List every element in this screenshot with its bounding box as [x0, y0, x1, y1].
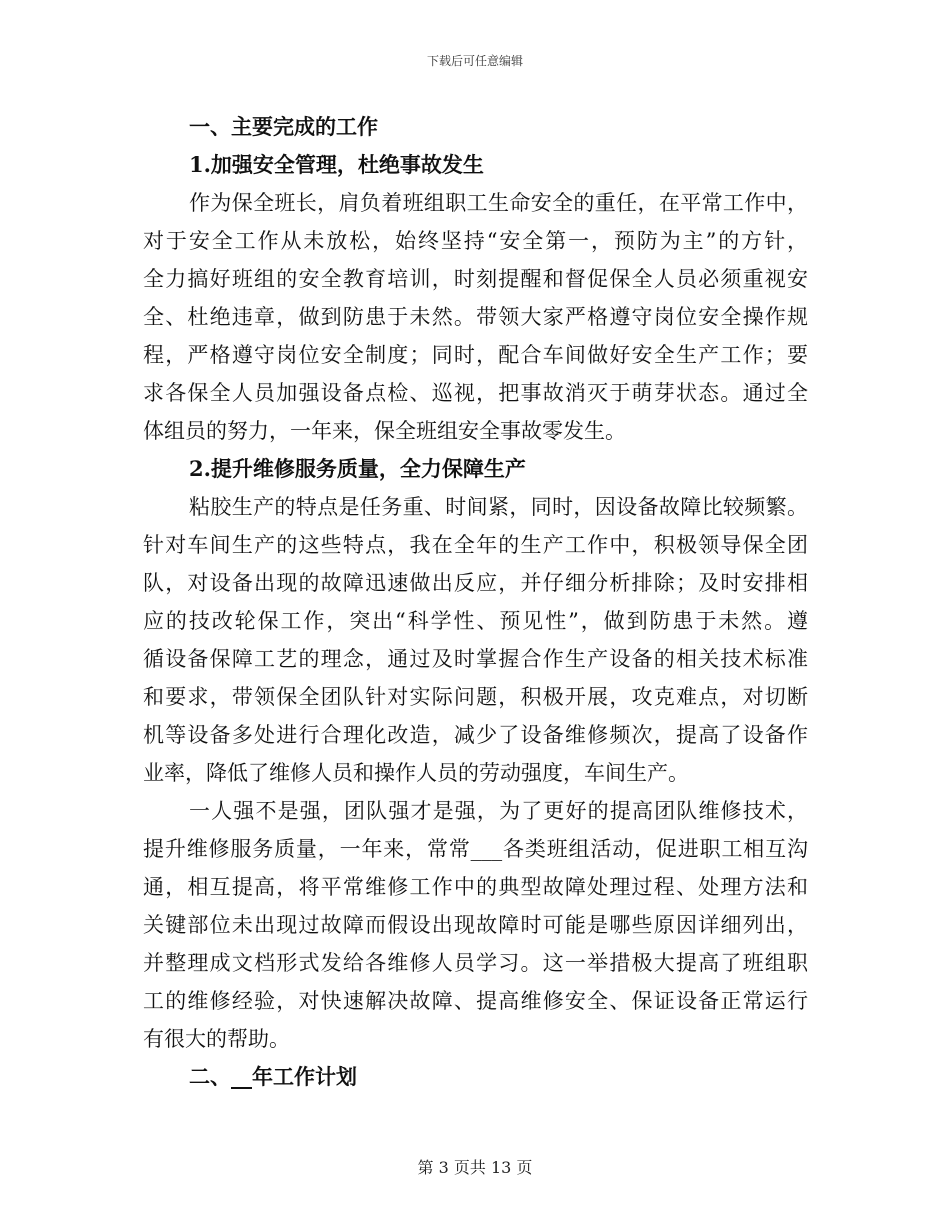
paragraph-line: 粘胶生产的特点是任务重、时间紧，同时，因设备故障比较频繁。 — [189, 495, 808, 519]
paragraph-line: 关键部位未出现过故障而假设出现故障时可能是哪些原因详细列出， — [143, 913, 808, 937]
section-heading: 一、主要完成的工作 — [189, 114, 378, 139]
paragraph-line: 体组员的努力，一年来，保全班组安全事故零发生。 — [143, 419, 626, 443]
paragraph-line: 机等设备多处进行合理化改造，减少了设备维修频次，提高了设备作 — [143, 723, 808, 747]
paragraph-line: 全、杜绝违章，做到防患于未然。带领大家严格遵守岗位安全操作规 — [143, 305, 808, 329]
section-heading: 1.加强安全管理，杜绝事故发生 — [189, 152, 484, 177]
paragraph-line: 和要求，带领保全团队针对实际问题，积极开展，攻克难点，对切断 — [143, 685, 808, 709]
paragraph-line: 队，对设备出现的故障迅速做出反应，并仔细分析排除；及时安排相 — [143, 571, 808, 595]
section-heading: 二、__年工作计划 — [189, 1064, 357, 1089]
section-heading: 2.提升维修服务质量，全力保障生产 — [189, 456, 526, 481]
document-body — [143, 108, 808, 1096]
paragraph-line: 有很大的帮助。 — [143, 1027, 290, 1051]
paragraph-line: 提升维修服务质量，一年来，常常___各类班组活动，促进职工相互沟 — [143, 837, 808, 861]
page-header: 下载后可任意编辑 — [426, 54, 523, 68]
paragraph-line: 求各保全人员加强设备点检、巡视，把事故消灭于萌芽状态。通过全 — [143, 381, 808, 405]
paragraph-line: 通，相互提高，将平常维修工作中的典型故障处理过程、处理方法和 — [143, 875, 808, 899]
paragraph-line: 针对车间生产的这些特点，我在全年的生产工作中，积极领导保全团 — [143, 533, 808, 557]
paragraph-line: 一人强不是强，团队强才是强，为了更好的提高团队维修技术， — [189, 799, 808, 823]
paragraph-line: 并整理成文档形式发给各维修人员学习。这一举措极大提高了班组职 — [143, 951, 808, 975]
page-footer: 第 3 页共 13 页 — [417, 1158, 533, 1177]
paragraph-line: 全力搞好班组的安全教育培训，时刻提醒和督促保全人员必须重视安 — [143, 267, 808, 291]
paragraph-line: 循设备保障工艺的理念，通过及时掌握合作生产设备的相关技术标准 — [143, 647, 808, 671]
paragraph-line: 应的技改轮保工作，突出“科学性、预见性”，做到防患于未然。遵 — [143, 609, 808, 633]
paragraph-line: 业率，降低了维修人员和操作人员的劳动强度，车间生产。 — [143, 761, 689, 785]
paragraph-line: 作为保全班长，肩负着班组职工生命安全的重任，在平常工作中， — [189, 191, 808, 215]
paragraph-line: 工的维修经验，对快速解决故障、提高维修安全、保证设备正常运行 — [143, 989, 808, 1013]
paragraph-line: 程，严格遵守岗位安全制度；同时，配合车间做好安全生产工作；要 — [143, 343, 808, 367]
paragraph-line: 对于安全工作从未放松，始终坚持“安全第一，预防为主”的方针， — [143, 229, 808, 253]
